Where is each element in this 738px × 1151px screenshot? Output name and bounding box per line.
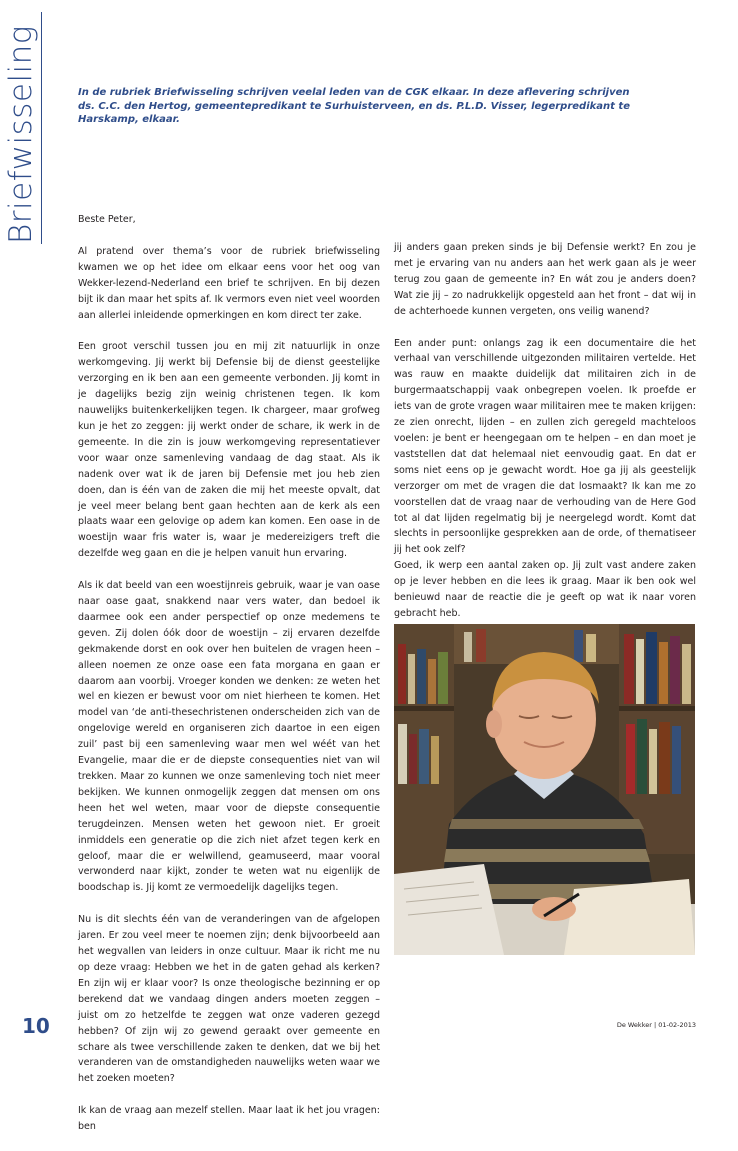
section-title: Briefwisseling — [3, 25, 39, 244]
paragraph: Als ik dat beeld van een woestijnreis gebruik, waar je van oase naar oase gaat, snakkend naar vers water, dan bedoel ik daarmee ook een ander perspectief op onze medemens te geven. Zij dolen óók door de woestijn – zij ervaren dezelfde gekmakende dorst en ook over hen buitelen de vragen heen – alleen noemen ze onze oase een fata morgana en gaan er daarom aan voorbij. Vroeger konden we denken: ze weten het wel en kiezen er bewust voor om niet hierheen te komen. Het model van ‘de anti-thesechristenen onderscheiden zich van de ongelovige wereld en organiseren zich daartoe in een eigen zuil’ past bij een samenleving waar men wel wéét van het Evangelie, maar die er de diepste consequenties niet van wil trekken. Maar zo kunnen we onze samenleving toch niet meer bekijken. We kunnen onmogelijk zeggen dat mensen om ons heen het wel weten, maar voor de diepste consequentie terugdeinzen. Mensen weten het gewoon niet. Er groeit inmiddels een generatie op die zich niet afzet tegen kerk en geloof, maar die er welwillend, geamuseerd, maar vooral verwonderd naar kijkt, zonder te weten wat nu eigenlijk de boodschap is. Jij komt ze vermoedelijk dagelijks tegen. — [78, 580, 380, 894]
left-column — [78, 212, 380, 1151]
vertical-rule — [41, 12, 42, 244]
paragraph: Ik kan de vraag aan mezelf stellen. Maar laat ik het jou vragen: ben — [78, 1105, 380, 1133]
salutation: Beste Peter, — [78, 214, 136, 225]
paragraph: Een groot verschil tussen jou en mij zit natuurlijk in onze werkomgeving. Jij werkt bij Defensie bij de dienst geestelijke verzorging en ik ben aan een gemeente verbonden. Jij komt in je dagelijks bezig zijn weinig christenen tegen. Ik kom nauwelijks buitenkerkelijken tegen. Ik chargeer, maar grofweg kun je het zo zeggen: jij werkt onder de schare, ik werk in de gemeente. In die zin is jouw werkomgeving representatiever voor waar onze samenleving vandaag de dag staat. Als ik nadenk over wat ik de jaren bij Defensie met jou heb zien doen, dan is één van de zaken die mij het meeste opvalt, dat je veel meer belang bent gaan hechten aan de kerk als een plaats waar een gelovige op adem kan komen. Een oase in de woestijn waar fris water is, waar je medereizigers treft die dezelfde weg gaan en die je helpen vanuit hun ervaring. — [78, 341, 380, 560]
intro-paragraph: In de rubriek Briefwisseling schrijven veelal leden van de CGK elkaar. In deze aflevering schrijven ds. C.C. den Hertog, gemeentepredikant te Surhuisterveen, en ds. P.L.D. Visser, legerpredikant te Harskamp, elkaar. — [78, 87, 630, 126]
paragraph: Al pratend over thema’s voor de rubriek briefwisseling kwamen we op het idee om elkaar eens voor het oog van Wekker-lezend-Nederland een brief te schrijven. En bij dezen bijt ik dan maar het spits af. Ik vermors even niet veel woorden aan allerlei inleidende opmerkingen en kom direct ter zake. — [78, 245, 380, 321]
paragraph: jij anders gaan preken sinds je bij Defensie werkt? En zou je met je ervaring van nu anders aan het werk gaan als je weer terug zou gaan de gemeente in? En wát zou je anders doen? Wat zie jij – zo nadrukkelijk opgesteld aan het front – dat wij in de achterhoede kunnen vergeten, ons veilig wanend? — [394, 242, 696, 317]
publication-footer: De Wekker | 01-02-2013 — [616, 1021, 696, 1029]
photo-illustration — [394, 624, 695, 955]
paragraph: Goed, ik werp een aantal zaken op. Jij zult vast andere zaken op je lever hebben en die lees ik graag. Maar ik ben ook wel benieuwd naar de reactie die je geeft op wat ik naar voren gebracht heb. — [394, 560, 696, 619]
paragraph: Nu is dit slechts één van de veranderingen van de afgelopen jaren. Er zou veel meer te noemen zijn; denk bijvoorbeeld aan het wegvallen van leiders in onze cultuur. Maar ik richt me nu op deze vraag: Hebben we het in de gaten gehad als kerken? En zijn wij er klaar voor? Is onze theologische bezinning er op berekend dat we vandaag dingen anders moeten zeggen – juist om zo hetzelfde te zeggen wat onze vaderen gezegd hebben? Of zijn wij zo gewend geraakt over gemeente en schare als twee verschillende zaken te denken, dat we bij het veranderen van de omstandigheden nauwelijks weten waar we het zoeken moeten? — [78, 914, 380, 1085]
paragraph: Een ander punt: onlangs zag ik een documentaire die het verhaal van verschillende uitgezonden militairen vertelde. Het was rauw en maakte duidelijk dat militairen zich in de burgermaatschappij vaak onbegrepen voelen. Ik proefde er iets van de grote vragen waar militairen mee te maken krijgen: ze zien onrecht, lijden – en zullen zich geregeld machteloos voelen: je bent er heengegaan om te helpen – en dan moet je vaststellen dat dat helemaal niet eenvoudig gaat. En dat er soms niet eens op je gewacht wordt. Hoe ga jij als geestelijk verzorger om met de vragen die dat losmaakt? Ik kan me zo voorstellen dat de vraag naar de verhouding van de Here God tot al dat lijden regelmatig bij je neergelegd wordt. Komt dat slechts in persoonlijke gesprekken aan de orde, of thematiseer jij het ook zelf? — [394, 337, 696, 556]
page-number: 10 — [22, 1014, 50, 1038]
right-column — [394, 240, 696, 686]
author-photo — [394, 624, 695, 955]
